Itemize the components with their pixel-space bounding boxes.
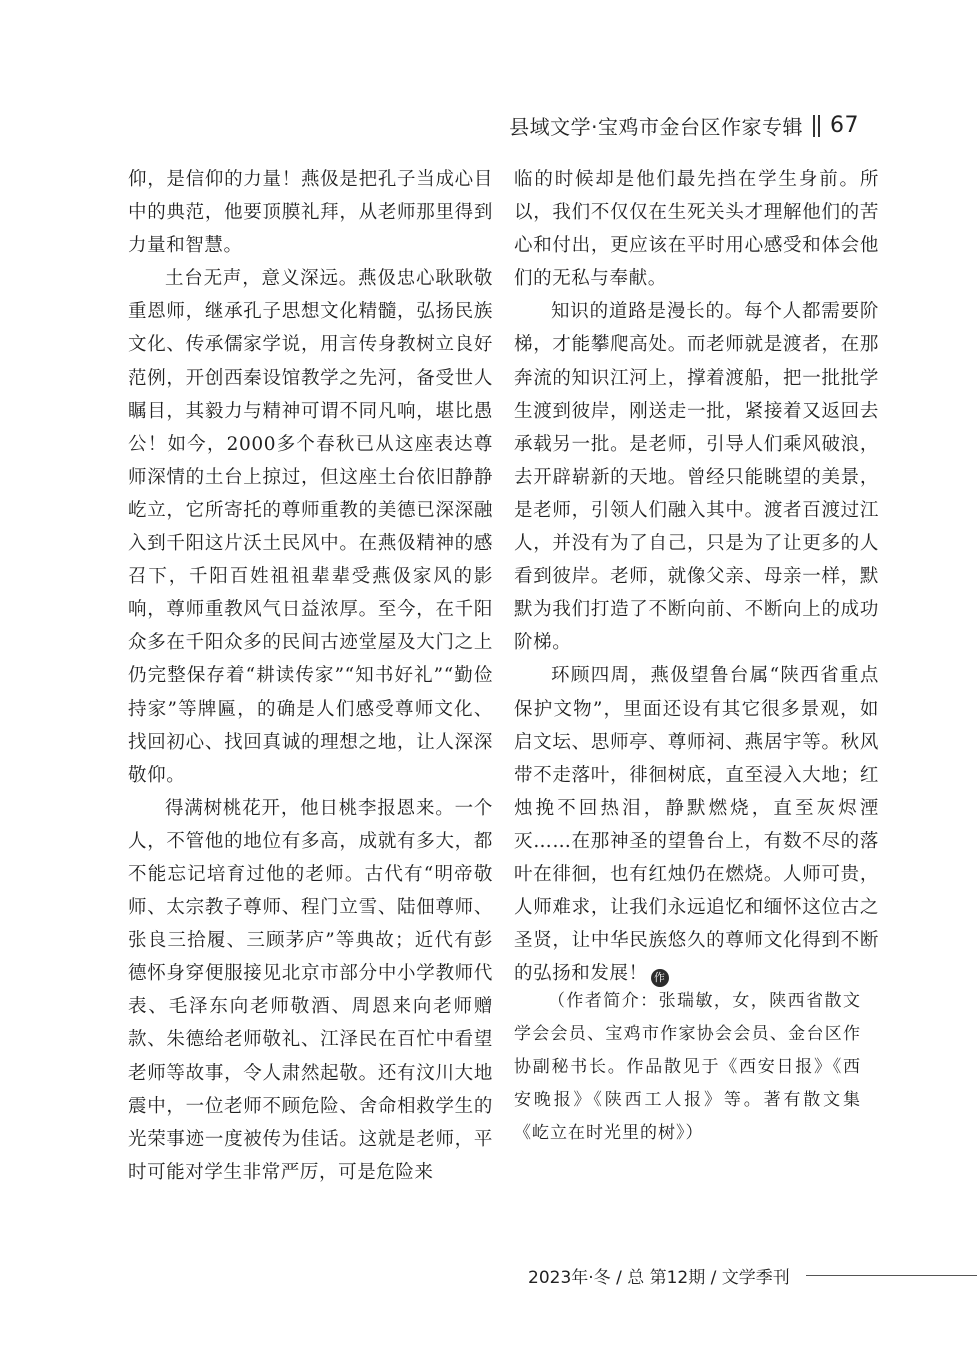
header-divider [813,115,815,137]
paragraph: 得满树桃花开，他日桃李报恩来。一个人，不管他的地位有多高，成就有多大，都不能忘记培育过他的老师。古代有“明帝敬师、太宗教子尊师、程门立雪、陆佃尊师、张良三拾履、三顾茅庐”等典故；近代有彭德怀身穿便服接见北京市部分中小学教师代表、毛泽东向老师敬酒、周恩来向老师赠款、朱德给老师敬礼、江泽民在百忙中看望老师等故事，令人肃然起敬。还有汶川大地震中，一位老师不顾危险、舍命相救学生的光荣事迹一度被传为佳话。这就是老师，平时可能对学生非常严厉，可是危险来 [128,797,493,1183]
paragraph: 知识的道路是漫长的。每个人都需要阶梯，才能攀爬高处。而老师就是渡者，在那奔流的知识江河上，撑着渡船，把一批批学生渡到彼岸，刚送走一批，紧接着又返回去承载另一批。是老师，引导人们乘风破浪，去开辟崭新的天地。曾经只能眺望的美景，是老师，引领人们融入其中。渡者百渡过江人，并没有为了自己，只是为了让更多的人看到彼岸。老师，就像父亲、母亲一样，默默为我们打造了不断向前、不断向上的成功阶梯。 [514,301,879,654]
paragraph: 临的时候却是他们最先挡在学生身前。所以，我们不仅仅在生死关头才理解他们的苦心和付出，更应该在平时用心感受和体会他们的无私与奉献。 [514,169,879,290]
page-footer [528,1263,977,1288]
header-divider [818,115,820,137]
right-column [514,163,879,990]
paragraph: 仰，是信仰的力量！燕伋是把孔子当成心目中的典范，他要顶膜礼拜，从老师那里得到力量和智慧。 [128,169,493,257]
footer-issue-info: 2023年·冬 / 总 第12期 / 文学季刊 [528,1268,790,1288]
author-bio: （作者简介：张瑞敏，女，陕西省散文学会会员、宝鸡市作家协会会员、金台区作协副秘书长。作品散见于《西安日报》《西安晚报》《陕西工人报》等。著有散文集《屹立在时光里的树》） [514,991,861,1143]
paragraph-text: 环顾四周，燕伋望鲁台属“陕西省重点保护文物”，里面还设有其它很多景观，如启文坛、思师亭、尊师祠、燕居宇等。秋风带不走落叶，徘徊树底，直至浸入大地；红烛挽不回热泪，静默燃烧，直至灰烬湮灭……在那神圣的望鲁台上，有数不尽的落叶在徘徊，也有红烛仍在燃烧。人师可贵，人师难求，让我们永远追忆和缅怀这位古之圣贤，让中华民族悠久的尊师文化得到不断的弘扬和发展！ [514,665,879,985]
page-number: 67 [830,113,859,138]
running-header [509,111,859,140]
header-title: 县域文学·宝鸡市金台区作家专辑 [509,115,803,139]
paragraph: 土台无声，意义深远。燕伋忠心耿耿敬重恩师，继承孔子思想文化精髓，弘扬民族文化、传承儒家学说，用言传身教树立良好范例，开创西秦设馆教学之先河，备受世人瞩目，其毅力与精神可谓不同凡响，堪比愚公！如今，2000多个春秋已从这座表达尊师深情的土台上掠过，但这座土台依旧静静屹立，它所寄托的尊师重教的美德已深深融入到千阳这片沃土民风中。在燕伋精神的感召下，千阳百姓祖祖辈辈受燕伋家风的影响，尊师重教风气日益浓厚。至今，在千阳众多在千阳众多的民间古迹堂屋及大门之上仍完整保存着“耕读传家”“知书好礼”“勤俭持家”等牌匾，的确是人们感受尊师文化、找回初心、找回真诚的理想之地，让人深深敬仰。 [128,268,493,786]
end-of-article-icon: 作 [651,969,669,987]
left-column [128,163,493,1189]
footer-rule [806,1275,977,1276]
paragraph [514,659,879,990]
